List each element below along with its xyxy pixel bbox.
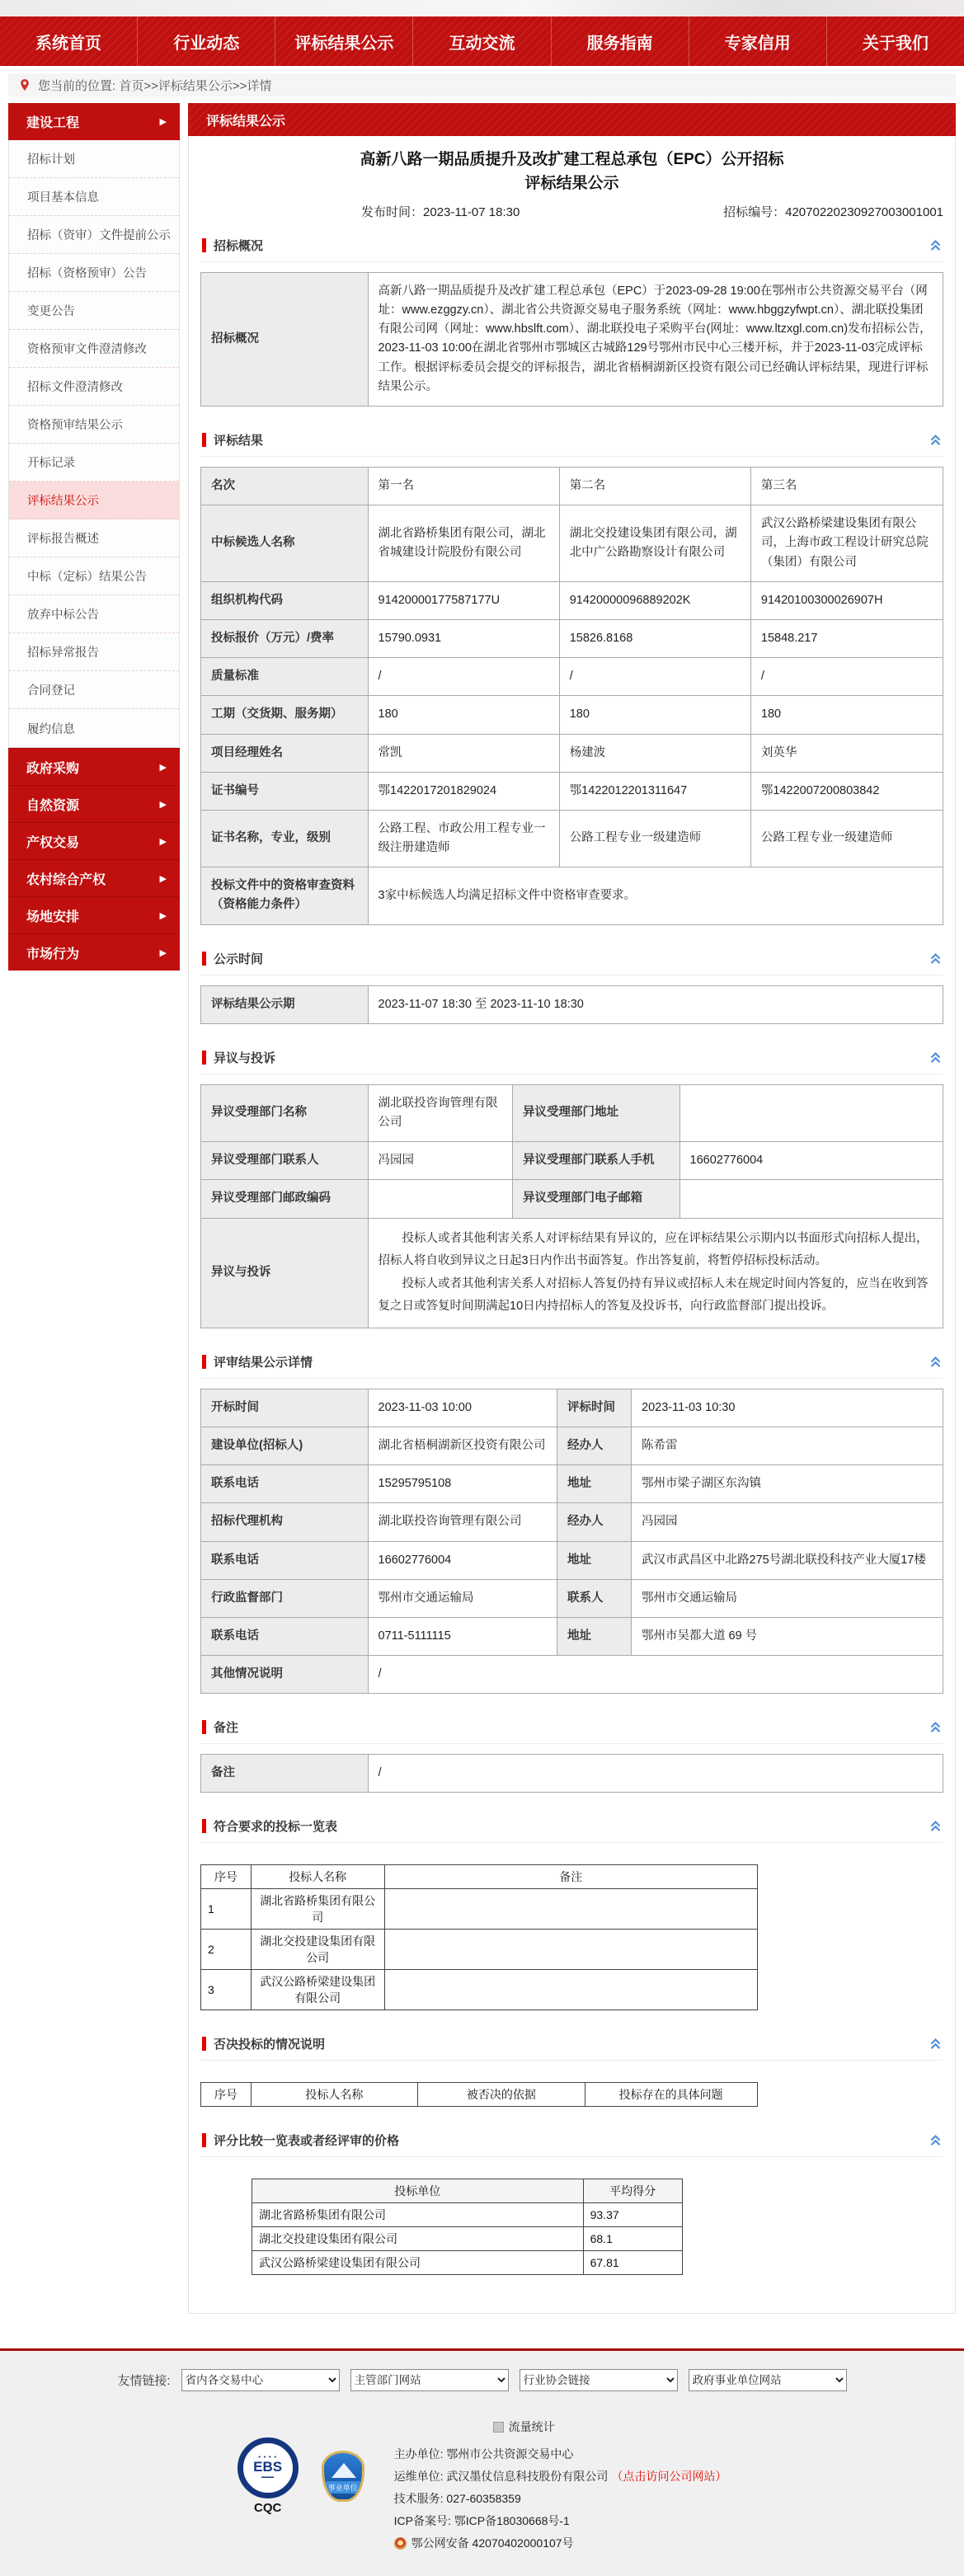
cell-score: 68.1: [583, 2227, 682, 2251]
section-header-qualified-bids: [200, 1809, 943, 1843]
column-header: 投标人名称: [251, 2083, 417, 2107]
cell-value: 湖北联投咨询管理有限公司: [368, 1503, 557, 1541]
sidebar-item-project-info[interactable]: 项目基本信息: [9, 178, 179, 216]
section-header-overview: [200, 228, 943, 262]
section-marker: [202, 238, 206, 252]
overview-table: [200, 272, 943, 407]
cell-value: 鄂州市交通运输局: [368, 1579, 557, 1617]
collapse-chevrons-up-icon[interactable]: [929, 1051, 942, 1064]
cell-remark: [384, 1889, 757, 1930]
cell-label: 联系人: [557, 1579, 632, 1617]
section-title: 异议与投诉: [214, 1051, 276, 1065]
cell-label: 异议受理部门邮政编码: [201, 1180, 369, 1218]
cell-label: 评标时间: [557, 1389, 632, 1427]
tech-service-line: 技术服务: 027-60358359: [393, 2492, 521, 2506]
section-marker: [202, 1051, 206, 1065]
cell-value: 公路工程专业一级建造师: [750, 810, 943, 867]
document-title-line2: 评标结果公示: [524, 175, 619, 193]
sidebar: [8, 103, 180, 971]
cell-label: 招标代理机构: [201, 1503, 369, 1541]
institution-badge-label: 事业单位: [326, 2481, 360, 2494]
nav-item-industry-news[interactable]: 行业动态: [137, 16, 275, 66]
cell-value: 鄂州市梁子湖区东沟镇: [632, 1465, 943, 1503]
cell-label: 开标时间: [201, 1389, 369, 1427]
sidebar-item-doc-pre-publicity[interactable]: 招标（资审）文件提前公示: [9, 216, 179, 254]
breadcrumb-text: 您当前的位置: 首页>>评标结果公示>>详情: [38, 78, 272, 93]
cell-value: /: [750, 658, 943, 696]
cell-value: 湖北交投建设集团有限公司，湖北中广公路勘察设计有限公司: [559, 505, 750, 582]
cell-label: 异议受理部门电子邮箱: [513, 1180, 680, 1218]
cell-label: 名次: [201, 468, 369, 505]
sidebar-item-change-notice[interactable]: 变更公告: [9, 292, 179, 330]
publish-time: 发布时间：2023-11-07 18:30: [361, 204, 520, 219]
cell-value: 杨建波: [559, 734, 750, 772]
cell-value: 第一名: [368, 468, 559, 505]
section-title: 评审结果公示详情: [214, 1355, 313, 1370]
sidebar-item-bid-opening-record[interactable]: 开标记录: [9, 444, 179, 482]
friend-link-select-gov-institution-sites[interactable]: [689, 2369, 847, 2391]
column-header: 投标存在的具体问题: [585, 2083, 757, 2107]
cell-value: 湖北省路桥集团有限公司，湖北省城建设计院股份有限公司: [368, 505, 559, 582]
cell-value: 冯园园: [632, 1503, 943, 1541]
cell-value: 91420000096889202K: [559, 581, 750, 619]
table-row: [201, 1970, 758, 2010]
sidebar-item-bid-plan[interactable]: 招标计划: [9, 140, 179, 178]
section-marker: [202, 1355, 206, 1369]
publicity-time-table: [200, 985, 943, 1024]
broken-image-icon: [493, 2422, 504, 2433]
cqc-label: CQC: [253, 2501, 282, 2516]
friend-links-label: 友情链接:: [117, 2374, 171, 2389]
cell-value: 15826.8168: [559, 619, 750, 657]
arrow-right-icon: ▶: [159, 762, 167, 773]
cell-score: 93.37: [583, 2203, 682, 2227]
nav-item-interaction[interactable]: 互动交流: [412, 16, 550, 66]
police-record-line[interactable]: [394, 2532, 727, 2555]
section-marker: [202, 433, 206, 447]
table-row: [252, 2203, 683, 2227]
arrow-right-icon: ▶: [159, 873, 167, 884]
cell-value: 15848.217: [750, 619, 943, 657]
police-badge-icon: [394, 2537, 407, 2550]
cell-value: 鄂1422017201829024: [368, 772, 559, 810]
section-marker: [202, 1720, 206, 1734]
cell-value: 16602776004: [368, 1541, 557, 1579]
sidebar-category-venue-arrangement[interactable]: [8, 896, 180, 933]
section-header-review-detail: [200, 1345, 943, 1379]
cell-label: 异议与投诉: [201, 1218, 369, 1328]
nav-item-service-guide[interactable]: 服务指南: [551, 16, 689, 66]
other-note-value: /: [368, 1656, 943, 1694]
cell-label: 建设单位(招标人): [201, 1427, 369, 1464]
cell-label: 经办人: [557, 1427, 632, 1464]
cell-index: 3: [201, 1970, 252, 2010]
cell-label: 投标文件中的资格审查资料（资格能力条件）: [201, 867, 369, 924]
cell-value: 武汉公路桥梁建设集团有限公司，上海市政工程设计研究总院（集团）有限公司: [750, 505, 943, 582]
collapse-chevrons-up-icon[interactable]: [929, 239, 942, 251]
sidebar-category-construction[interactable]: [8, 103, 180, 140]
section-marker: [202, 2037, 206, 2051]
remark-table: [200, 1754, 943, 1793]
sidebar-item-prequal-result[interactable]: 资格预审结果公示: [9, 406, 179, 444]
cell-value: /: [559, 658, 750, 696]
cell-bidder-name: 武汉公路桥梁建设集团有限公司: [252, 2251, 584, 2275]
cell-value: 刘英华: [750, 734, 943, 772]
sidebar-category-label: 产权交易: [26, 835, 80, 850]
sidebar-menu: [8, 140, 180, 748]
column-header: 被否决的依据: [418, 2083, 585, 2107]
section-title: 否决投标的情况说明: [214, 2038, 326, 2052]
cell-label: 联系电话: [201, 1465, 369, 1503]
ebs-cqc-logo: • • • • EBS ▬▬▬ CQC: [237, 2437, 299, 2515]
cell-label: 联系电话: [201, 1541, 369, 1579]
arrow-right-icon: ▶: [159, 836, 167, 847]
section-header-publicity-time: [200, 942, 943, 975]
table-row: [252, 2227, 683, 2251]
cell-label: 异议受理部门地址: [513, 1084, 680, 1141]
institution-badge-icon: [322, 2451, 364, 2502]
sidebar-category-label: 农村综合产权: [26, 872, 106, 887]
cell-bidder-name: 武汉公路桥梁建设集团有限公司: [251, 1970, 384, 2010]
section-header-rejected-bids: [200, 2027, 943, 2061]
cell-value: [368, 1180, 513, 1218]
column-header: 序号: [201, 2083, 252, 2107]
cell-bidder-name: 湖北交投建设集团有限公司: [251, 1930, 384, 1970]
section-title: 招标概况: [214, 238, 264, 253]
cell-label: 证书名称，专业，级别: [201, 810, 369, 867]
breadcrumb: [8, 73, 956, 96]
sidebar-item-abandon-award[interactable]: 放弃中标公告: [9, 595, 179, 633]
cell-value: 2023-11-03 10:30: [632, 1389, 943, 1427]
cell-value: 鄂州市交通运输局: [632, 1579, 943, 1617]
publicity-period-value: 2023-11-07 18:30 至 2023-11-10 18:30: [368, 985, 943, 1023]
cell-value: 陈希雷: [632, 1427, 943, 1464]
cell-label: 组织机构代码: [201, 581, 369, 619]
objection-note-paragraph: 投标人或者其他利害关系人对招标人答复仍持有异议或招标人未在规定时间内答复的，应当在收到答复之日或答复时间期满起10日内持招标人的答复及投诉书，向行政监督部门提出投诉。: [378, 1276, 929, 1314]
cell-index: 2: [201, 1930, 252, 1970]
column-header: 备注: [384, 1865, 757, 1889]
top-navigation: [0, 16, 964, 66]
cell-label: 工期（交货期、服务期）: [201, 696, 369, 734]
cell-label: 其他情况说明: [201, 1656, 369, 1694]
cell-label: 地址: [557, 1465, 632, 1503]
sidebar-category-property-rights[interactable]: [8, 822, 180, 859]
cell-label: 项目经理姓名: [201, 734, 369, 772]
arrow-right-icon: ▶: [159, 799, 167, 810]
sidebar-item-award-result[interactable]: 中标（定标）结果公告: [9, 557, 179, 595]
nav-item-expert-credit[interactable]: 专家信用: [689, 16, 826, 66]
cell-value: 16602776004: [680, 1142, 943, 1180]
nav-item-home[interactable]: 系统首页: [35, 34, 102, 53]
icp-line: ICP备案号: 鄂ICP备18030668号-1: [393, 2514, 570, 2528]
host-unit-line: 主办单位: 鄂州市公共资源交易中心: [393, 2447, 574, 2461]
document-title-line1: 高新八路一期品质提升及改扩建工程总承包（EPC）公开招标: [360, 151, 784, 168]
eval-result-table: [200, 467, 943, 925]
cell-value: 91420100300026907H: [750, 581, 943, 619]
cell-label: 异议受理部门名称: [201, 1084, 369, 1141]
sidebar-category-market-behavior[interactable]: [8, 933, 180, 971]
cell-label: 证书编号: [201, 772, 369, 810]
sidebar-category-label: 政府采购: [26, 761, 80, 776]
sidebar-item-performance-info[interactable]: 履约信息: [27, 722, 75, 736]
sidebar-item-evaluation-report[interactable]: 评标报告概述: [9, 519, 179, 557]
sidebar-item-prequalification-notice[interactable]: 招标（资格预审）公告: [9, 254, 179, 292]
section-title: 评标结果: [214, 434, 264, 448]
cell-value: [680, 1084, 943, 1141]
cell-bidder-name: 湖北交投建设集团有限公司: [252, 2227, 584, 2251]
nav-item-about-us[interactable]: 关于我们: [826, 16, 964, 66]
section-title: 符合要求的投标一览表: [214, 1820, 338, 1835]
section-header-score-comparison: [200, 2123, 943, 2157]
sidebar-category-label: 建设工程: [26, 116, 80, 130]
friend-link-select-authority-sites[interactable]: [350, 2369, 509, 2391]
nav-item-evaluation-results[interactable]: 评标结果公示: [275, 16, 412, 66]
objection-note-paragraph: 投标人或者其他利害关系人对评标结果有异议的，应在评标结果公示期内以书面形式向招标人提出，招标人将自收到异议之日起3日内作出书面答复。作出答复前，将暂停招标投标活动。: [378, 1231, 929, 1268]
sidebar-category-label: 自然资源: [26, 798, 80, 813]
cell-remark: [384, 1970, 757, 2010]
cell-label: 备注: [201, 1755, 369, 1793]
collapse-chevrons-up-icon[interactable]: [929, 1820, 942, 1832]
cell-label: 地址: [557, 1541, 632, 1579]
sidebar-item-abnormal-report[interactable]: 招标异常报告: [9, 633, 179, 671]
cell-remark: [384, 1930, 757, 1970]
cell-label: 行政监督部门: [201, 1579, 369, 1617]
sidebar-category-label: 市场行为: [26, 947, 80, 961]
cell-label: 评标结果公示期: [201, 985, 369, 1023]
section-title: 备注: [214, 1721, 239, 1736]
header-banner-image: [0, 0, 964, 16]
rejected-bids-table: [200, 2082, 758, 2107]
cell-label: 异议受理部门联系人手机: [513, 1142, 680, 1180]
table-row: [201, 1930, 758, 1970]
overview-text: 高新八路一期品质提升及改扩建工程总承包（EPC）于2023-09-28 19:00在鄂州市公共资源交易平台（网址：www.ezggzy.cn）、湖北省公共资源交易电子服务系统（网址：www.hbggzyfwpt.cn）、湖北联投集团有限公司网（网址：www.hbslft.com）、湖北联投电子采购平台(网址：www.ltzxgl.com.cn)发布招标公告，2023-11-03 10:00在湖北省鄂州市鄂城区古城路129号鄂州市民中心三楼开标，并于2023-11-03完成评标工作。根据评标委员会提交的评标报告，湖北省梧桐湖新区投资有限公司已经确认评标结果，现进行评标结果公示。: [368, 272, 943, 406]
section-title: 公示时间: [214, 952, 264, 966]
cell-value: 公路工程专业一级建造师: [559, 810, 750, 867]
friend-link-select-association-links[interactable]: [520, 2369, 678, 2391]
section-title: 评分比较一览表或者经评审的价格: [214, 2134, 400, 2149]
sidebar-item-evaluation-result[interactable]: 评标结果公示: [9, 482, 179, 519]
cell-label: 经办人: [557, 1503, 632, 1541]
collapse-chevrons-up-icon[interactable]: [929, 2134, 942, 2146]
cell-bidder-name: 湖北省路桥集团有限公司: [252, 2203, 584, 2227]
cell-value: 鄂1422007200803842: [750, 772, 943, 810]
cell-value: 第二名: [559, 468, 750, 505]
cell-label: 联系电话: [201, 1617, 369, 1655]
sidebar-item-contract-registration[interactable]: 合同登记: [9, 671, 179, 709]
sidebar-item-bid-doc-clarification[interactable]: 招标文件澄清修改: [9, 368, 179, 406]
cell-value: 武汉市武昌区中北路275号湖北联投科技产业大厦17楼: [632, 1541, 943, 1579]
arrow-right-icon: ▶: [159, 947, 167, 958]
objection-table: [200, 1084, 943, 1328]
remark-value: /: [368, 1755, 943, 1793]
friend-link-select-trade-centers[interactable]: [181, 2369, 340, 2391]
sidebar-category-label: 场地安排: [26, 910, 80, 924]
cell-label: 招标概况: [201, 272, 369, 406]
review-detail-table: [200, 1389, 943, 1695]
collapse-chevrons-up-icon[interactable]: [929, 2038, 942, 2050]
section-header-remark: [200, 1710, 943, 1744]
column-header: 平均得分: [583, 2179, 682, 2203]
cell-value: 常凯: [368, 734, 559, 772]
cell-value: 冯园园: [368, 1142, 513, 1180]
cell-score: 67.81: [583, 2251, 682, 2275]
cell-value: 15295795108: [368, 1465, 557, 1503]
cell-value: 15790.0931: [368, 619, 559, 657]
panel-title-bar: [188, 103, 956, 136]
panel-title: 评标结果公示: [206, 114, 286, 129]
sidebar-category-gov-procurement[interactable]: [8, 748, 180, 785]
sidebar-category-rural-property[interactable]: [8, 859, 180, 896]
cell-value: 湖北省梧桐湖新区投资有限公司: [368, 1427, 557, 1464]
maintainer-line: [394, 2466, 727, 2488]
qualify-review-value: 3家中标候选人均满足招标文件中资格审查要求。: [368, 867, 943, 924]
arrow-right-icon: ▶: [159, 117, 167, 127]
sidebar-item-prequal-doc-clarification[interactable]: 资格预审文件澄清修改: [9, 330, 179, 368]
maintainer-text: 运维单位: 武汉墨仗信息科技股份有限公司: [393, 2470, 609, 2484]
cell-bidder-name: 湖北省路桥集团有限公司: [251, 1889, 384, 1930]
column-header: 投标单位: [252, 2179, 584, 2203]
collapse-chevrons-up-icon[interactable]: [929, 1356, 942, 1368]
table-row: [201, 1889, 758, 1930]
cell-value: 2023-11-03 10:00: [368, 1389, 557, 1427]
cell-value: 0711-5111115: [368, 1617, 557, 1655]
section-marker: [202, 2133, 206, 2147]
cell-label: 质量标准: [201, 658, 369, 696]
cell-value: 鄂州市吴都大道 69 号: [632, 1617, 943, 1655]
section-marker: [202, 1819, 206, 1833]
cell-value: 湖北联投咨询管理有限公司: [368, 1084, 513, 1141]
cell-index: 1: [201, 1889, 252, 1930]
company-site-link[interactable]: （点击访问公司网站）: [611, 2470, 727, 2484]
collapse-chevrons-up-icon[interactable]: [929, 952, 942, 965]
column-header: 序号: [201, 1865, 252, 1889]
arrow-right-icon: ▶: [159, 910, 167, 921]
cell-value: 鄂1422012201311647: [559, 772, 750, 810]
bid-number: 招标编号：42070220230927003001001: [723, 204, 943, 219]
mountain-shape: [332, 2463, 356, 2478]
qualified-bids-table: [200, 1864, 758, 2010]
cell-value: 180: [750, 696, 943, 734]
section-marker: [202, 952, 206, 966]
traffic-stats-label: 流量统计: [508, 2420, 555, 2434]
objection-note: [368, 1218, 943, 1328]
cell-label: 投标报价（万元）/费率: [201, 619, 369, 657]
main-content: [188, 103, 956, 2314]
cell-label: 中标候选人名称: [201, 505, 369, 582]
cell-label: 地址: [557, 1617, 632, 1655]
cell-value: /: [368, 658, 559, 696]
collapse-chevrons-up-icon[interactable]: [929, 1721, 942, 1733]
cell-value: 180: [368, 696, 559, 734]
location-pin-icon: [18, 78, 31, 92]
collapse-chevrons-up-icon[interactable]: [929, 434, 942, 446]
cell-value: 180: [559, 696, 750, 734]
footer: [0, 2351, 964, 2576]
section-header-objection: [200, 1041, 943, 1074]
score-comparison-table: [252, 2179, 683, 2275]
cell-label: 异议受理部门联系人: [201, 1142, 369, 1180]
section-header-eval-result: [200, 423, 943, 457]
cell-value: 第三名: [750, 468, 943, 505]
cell-value: 公路工程、市政公用工程专业一级注册建造师: [368, 810, 559, 867]
sidebar-category-natural-resources[interactable]: [8, 785, 180, 822]
cell-value: 91420000177587177U: [368, 581, 559, 619]
table-row: [252, 2251, 683, 2275]
column-header: 投标人名称: [251, 1865, 384, 1889]
cell-value: [680, 1180, 943, 1218]
police-record-number: 鄂公网安备 42070402000107号: [411, 2536, 574, 2550]
